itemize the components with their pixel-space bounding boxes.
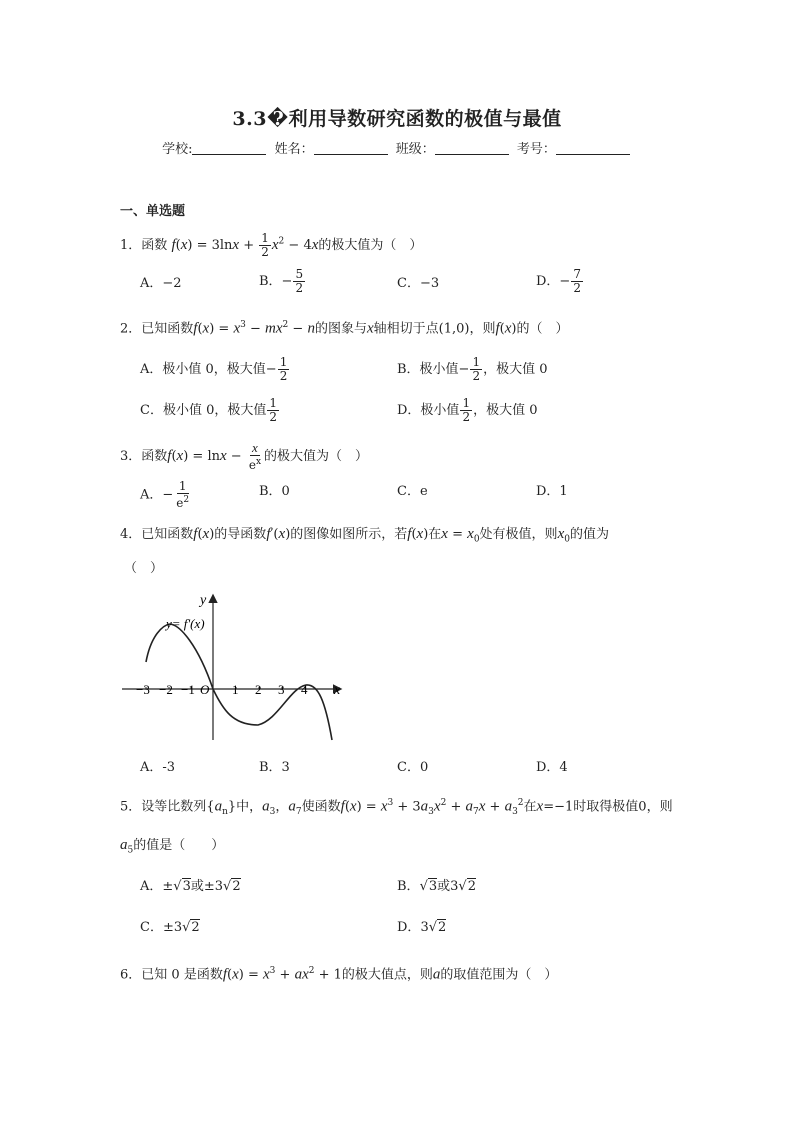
q3-option-c[interactable]: C．e <box>397 484 428 499</box>
question-5-continuation: $a_5$的值是（ ） <box>120 837 225 856</box>
tick-label: −3 <box>136 682 150 697</box>
q2-option-a[interactable]: A．极小值 0，极大值− $\frac{1}{2}$ <box>140 355 288 383</box>
q3-option-b[interactable]: B．0 <box>259 484 290 499</box>
q3-option-a[interactable]: A．− $\frac{1}{e^2}$ <box>140 479 190 510</box>
exam-number-label: 考号： <box>516 142 556 157</box>
school-blank[interactable] <box>192 142 266 155</box>
q1-option-b[interactable]: B．− $\frac{5}{2}$ <box>259 267 304 295</box>
question-2: 2．已知函数$f(x) = x^3 - mx^2 - n$的图象与x轴相切于点(1,0)，则f(x)的（ ） <box>120 320 569 337</box>
question-4: 4．已知函数f(x)的导函数f′(x)的图像如图所示，若f(x)在$x = x_0$处有极值，则$x_0$的值为 <box>120 526 609 545</box>
tick-label: −1 <box>181 682 195 697</box>
q2-option-b[interactable]: B．极小值− $\frac{1}{2}$ ，极大值 0 <box>397 355 548 383</box>
formula: f(x) = 3lnx + $\frac{1}{2}$ $x^2 - 4x$ <box>171 231 319 259</box>
name-label: 姓名： <box>274 142 314 157</box>
q4-option-a[interactable]: A．-3 <box>140 760 176 775</box>
q5-option-b[interactable]: B．√3或3√2 <box>397 879 476 894</box>
q2-option-d[interactable]: D．极小值 $\frac{1}{2}$ ，极大值 0 <box>397 396 538 424</box>
q5-option-d[interactable]: D．3√2 <box>397 920 447 935</box>
q5-option-c[interactable]: C．±3√2 <box>140 920 200 935</box>
exam-number-blank[interactable] <box>556 142 630 155</box>
q4-option-d[interactable]: D．4 <box>536 760 568 775</box>
derivative-graph <box>118 590 348 750</box>
tick-label: 4 <box>301 682 308 697</box>
tick-label: 2 <box>255 682 262 697</box>
x-axis-label: x <box>334 683 341 698</box>
curve-label: y= f'(x) <box>166 616 205 631</box>
tick-label: 3 <box>278 682 285 697</box>
q2-option-c[interactable]: C．极小值 0，极大值 $\frac{1}{2}$ <box>140 396 277 424</box>
page-title: 3.3�利用导数研究函数的极值与最值 <box>232 108 562 130</box>
tick-label: 1 <box>232 682 239 697</box>
q1-option-d[interactable]: D．− $\frac{7}{2}$ <box>536 267 581 295</box>
tick-label: −2 <box>159 682 173 697</box>
school-label: 学校: <box>162 142 193 157</box>
q3-option-d[interactable]: D．1 <box>536 484 568 499</box>
section-heading: 一、单选题 <box>120 204 186 219</box>
question-1: 1．函数 f(x) = 3lnx + $\frac{1}{2}$ $x^2 - 4x$的极大值为（ ） <box>120 231 423 259</box>
question-6: 6．已知 0 是函数$f(x) = x^3 + ax^2 + 1$的极大值点，则a的取值范围为（ ） <box>120 966 558 983</box>
q4-option-b[interactable]: B．3 <box>259 760 290 775</box>
question-5: 5．设等比数列$\{a_n\}$中，$a_3$，$a_7$使函数$f(x) = x^3 + 3a_3x^2 + a_7x + a_3^2$在x=−1时取得极值0，则 <box>120 798 673 817</box>
q1-option-a[interactable]: A．−2 <box>140 276 182 291</box>
class-label: 班级： <box>395 142 435 157</box>
class-blank[interactable] <box>435 142 509 155</box>
y-axis-label: y <box>200 593 207 608</box>
q4-option-c[interactable]: C．0 <box>397 760 429 775</box>
origin-label: O <box>200 682 210 697</box>
question-3: 3．函数f(x) = lnx − $\frac{x}{e^x}$ 的极大值为（ ） <box>120 440 369 472</box>
q1-option-c[interactable]: C．−3 <box>397 276 440 291</box>
name-blank[interactable] <box>314 142 388 155</box>
q5-option-a[interactable]: A．±√3或±3√2 <box>140 879 241 894</box>
student-info-row <box>0 138 794 157</box>
question-4-continuation: （ ） <box>124 561 164 576</box>
